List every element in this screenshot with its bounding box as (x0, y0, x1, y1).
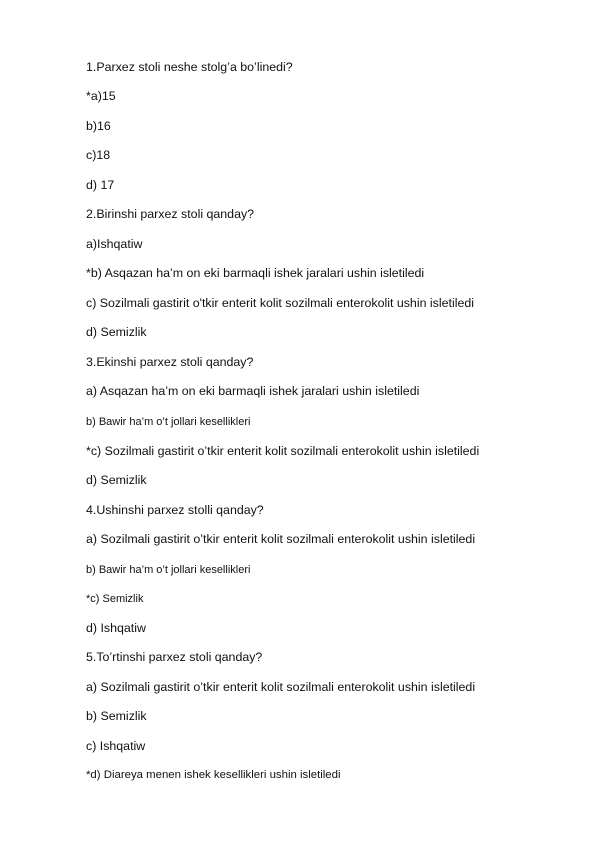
answer-2a: a)Ishqatiw (86, 237, 143, 251)
answer-1a: *a)15 (86, 89, 116, 103)
answer-3b: b) Bawir ha’m o’t jollari kesellikleri (86, 416, 251, 428)
answer-5a: a) Sozilmali gastirit o’tkir enterit kolit sozilmali enterokolit ushin isletiledi (86, 680, 476, 694)
answer-4b: b) Bawir ha’m o’t jollari kesellikleri (86, 564, 251, 576)
answer-2c: c) Sozilmali gastirit o'tkir enterit kolit sozilmali enterokolit ushin isletiledi (86, 296, 474, 310)
answer-5b: b) Semizlik (86, 709, 147, 723)
answer-3d: d) Semizlik (86, 473, 147, 487)
answer-4a: a) Sozilmali gastirit o’tkir enterit kolit sozilmali enterokolit ushin isletiledi (86, 532, 476, 546)
question-2: 2.Birinshi parxez stoli qanday? (86, 207, 255, 221)
answer-2b: *b) Asqazan ha’m on eki barmaqli ishek jaralari ushin isletiledi (86, 266, 425, 280)
question-5: 5.To’rtinshi parxez stoli qanday? (86, 650, 263, 664)
answer-5d: *d) Diareya menen ishek kesellikleri ushin isletiledi (86, 769, 341, 781)
answer-3a: a) Asqazan ha’m on eki barmaqli ishek jaralari ushin isletiledi (86, 384, 420, 398)
answer-3c: *c) Sozilmali gastirit o’tkir enterit kolit sozilmali enterokolit ushin isletiledi (86, 444, 480, 458)
answer-1d: d) 17 (86, 178, 115, 192)
answer-5c: c) Ishqatiw (86, 739, 146, 753)
answer-1c: c)18 (86, 148, 111, 162)
answer-2d: d) Semizlik (86, 325, 147, 339)
question-4: 4.Ushinshi parxez stolli qanday? (86, 503, 264, 517)
answer-4d: d) Ishqatiw (86, 621, 146, 635)
question-1: 1.Parxez stoli neshe stolg’a bo’linedi? (86, 60, 293, 74)
question-3: 3.Ekinshi parxez stoli qanday? (86, 355, 254, 369)
answer-4c: *c) Semizlik (86, 593, 144, 605)
answer-1b: b)16 (86, 119, 111, 133)
